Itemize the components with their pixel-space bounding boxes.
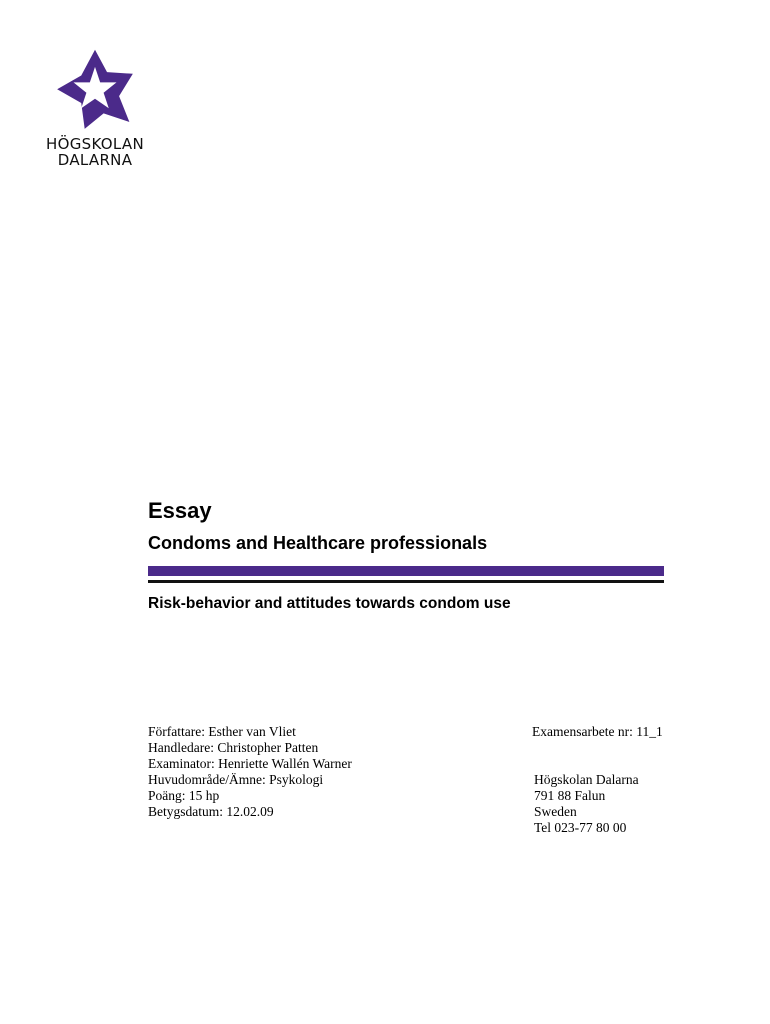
document-subtitle: Risk-behavior and attitudes towards condom use	[148, 595, 511, 612]
university-logo	[34, 48, 156, 168]
title-rule-black	[148, 580, 664, 583]
title-rule-purple	[148, 566, 664, 576]
credits-line: Poäng: 15 hp	[148, 788, 220, 803]
supervisor-line: Handledare: Christopher Patten	[148, 740, 319, 755]
star-flower-icon	[50, 48, 140, 134]
address-line: Högskolan Dalarna	[534, 772, 639, 787]
author-details	[148, 724, 352, 820]
logo-text-line1: HÖGSKOLAN	[46, 135, 144, 153]
subject-line: Huvudområde/Ämne: Psykologi	[148, 772, 324, 787]
address-line: Sweden	[534, 804, 577, 819]
grade-date-line: Betygsdatum: 12.02.09	[148, 804, 274, 819]
document-title: Condoms and Healthcare professionals	[148, 533, 488, 553]
exam-number-block	[532, 724, 663, 740]
document-type: Essay	[148, 498, 212, 523]
examiner-line: Examinator: Henriette Wallén Warner	[148, 756, 352, 771]
exam-number: Examensarbete nr: 11_1	[532, 724, 663, 739]
address-block	[534, 772, 639, 836]
address-line: Tel 023-77 80 00	[534, 820, 627, 835]
address-line: 791 88 Falun	[534, 788, 606, 803]
author-line: Författare: Esther van Vliet	[148, 724, 296, 739]
logo-text-line2: DALARNA	[57, 151, 133, 169]
